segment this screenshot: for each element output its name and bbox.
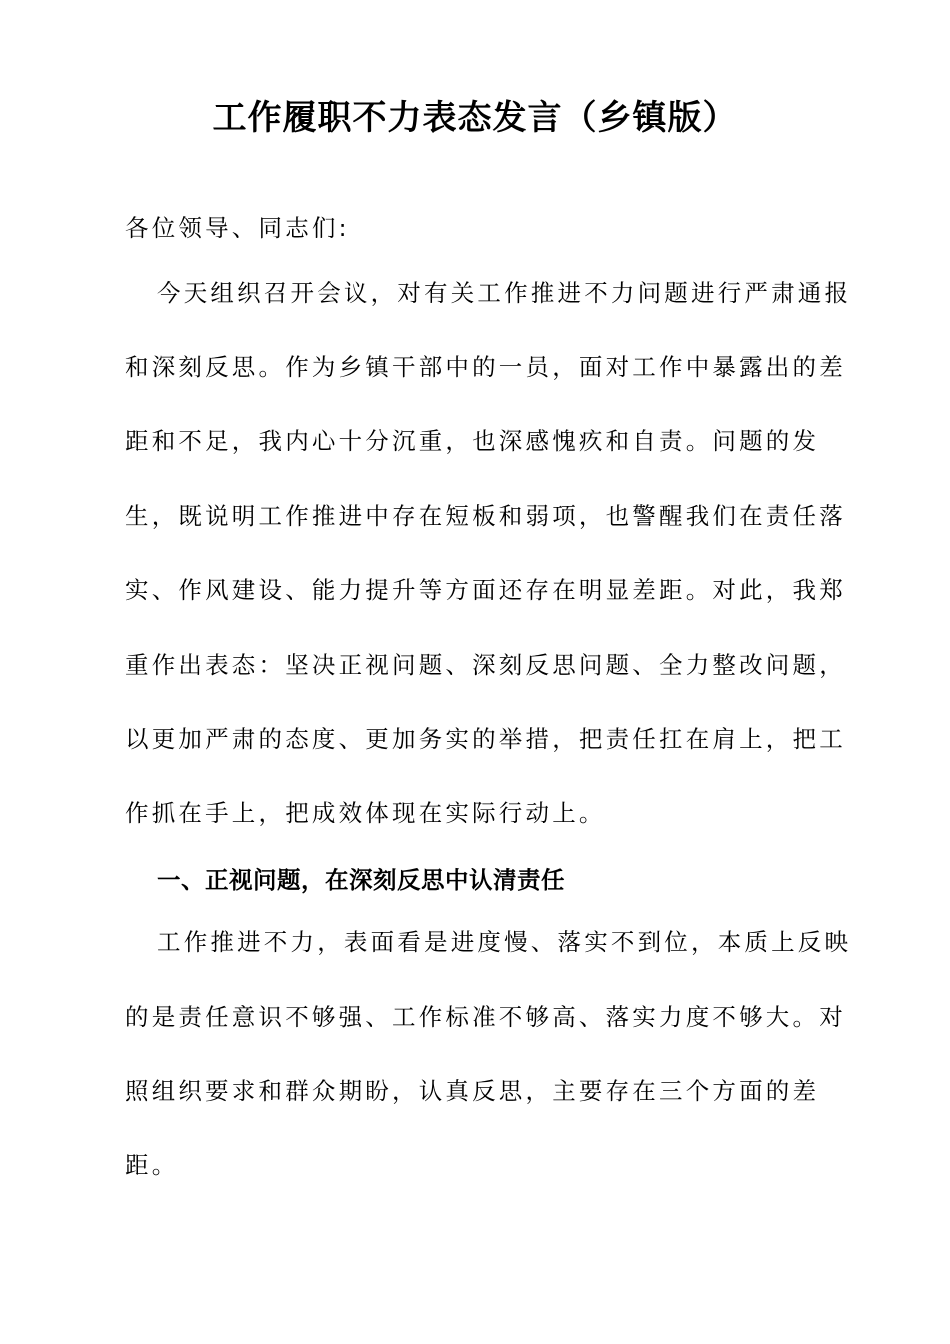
paragraph-line: 实、作风建设、能力提升等方面还存在明显差距。对此，我郑 [125, 576, 846, 604]
paragraph-line: 照组织要求和群众期盼，认真反思，主要存在三个方面的差 [125, 1077, 820, 1105]
paragraph-line: 距。 [125, 1151, 179, 1179]
section-heading: 一、正视问题，在深刻反思中认清责任 [157, 866, 565, 894]
paragraph-line: 的是责任意识不够强、工作标准不够高、落实力度不够大。对 [125, 1003, 846, 1031]
paragraph-line: 距和不足，我内心十分沉重，也深感愧疚和自责。问题的发 [125, 427, 820, 455]
paragraph-line: 作抓在手上，把成效体现在实际行动上。 [125, 799, 606, 827]
paragraph-line: 重作出表态：坚决正视问题、深刻反思问题、全力整改问题， [125, 651, 846, 679]
paragraph-line: 以更加严肃的态度、更加务实的举措，把责任扛在肩上，把工 [125, 725, 846, 753]
document-title: 工作履职不力表态发言（乡镇版） [212, 98, 738, 138]
paragraph-line: 生，既说明工作推进中存在短板和弱项，也警醒我们在责任落 [125, 502, 846, 530]
paragraph-line: 和深刻反思。作为乡镇干部中的一员，面对工作中暴露出的差 [125, 353, 846, 381]
paragraph-line: 工作推进不力，表面看是进度慢、落实不到位，本质上反映 [157, 928, 852, 956]
salutation: 各位领导、同志们: [125, 214, 350, 242]
paragraph-line: 今天组织召开会议，对有关工作推进不力问题进行严肃通报 [157, 279, 852, 307]
